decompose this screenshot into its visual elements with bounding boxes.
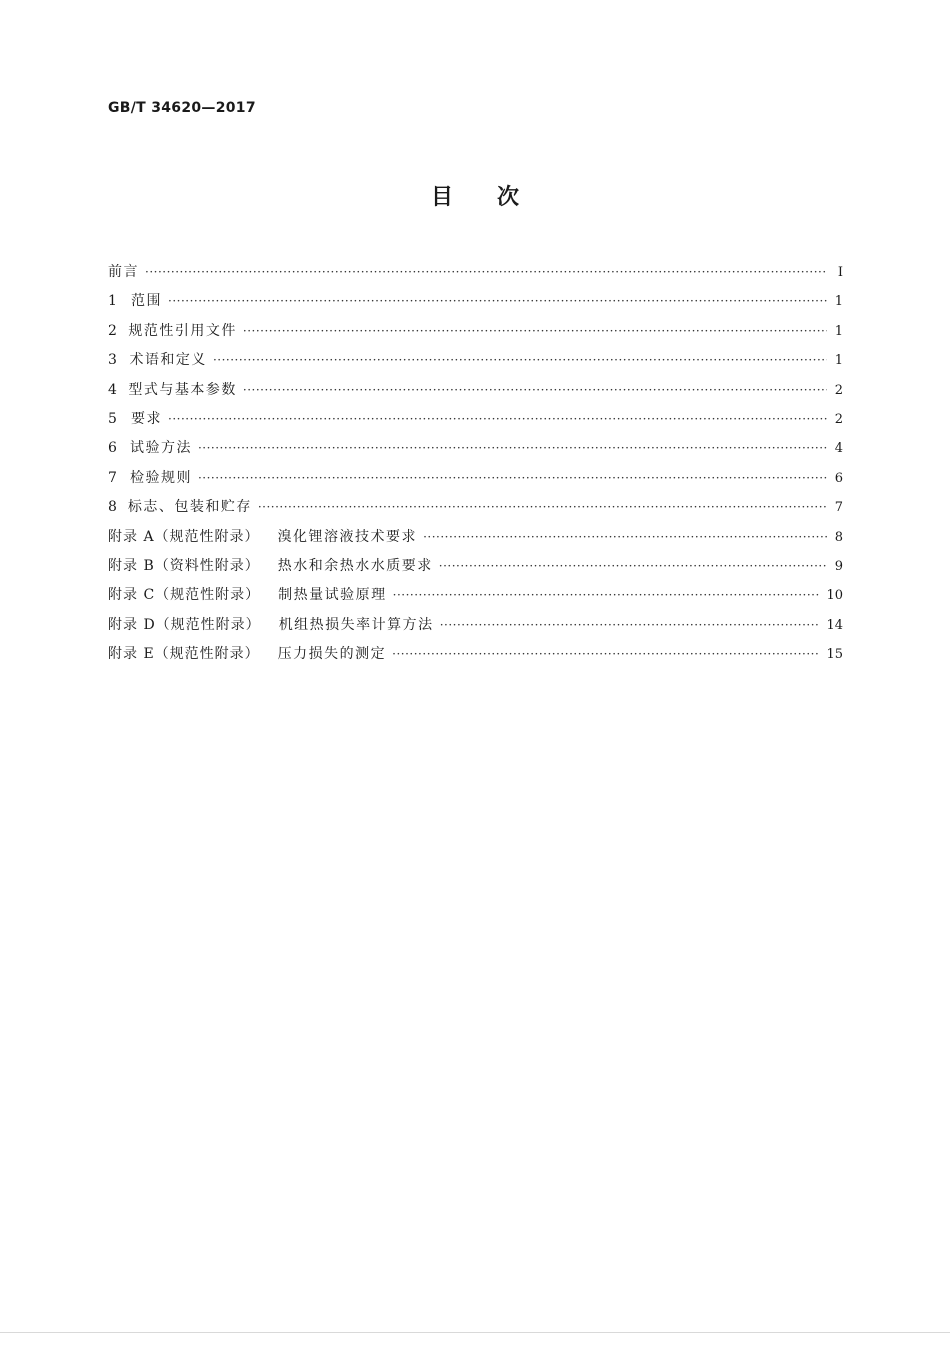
toc-entry-page: 1 [834, 294, 843, 310]
toc-entry-page: 2 [834, 382, 843, 398]
toc-entry-appendix-c[interactable] [108, 581, 843, 610]
dot-leader [145, 258, 827, 287]
toc-entry-appendix-e[interactable] [108, 640, 843, 669]
page-title: 目次 [430, 185, 563, 210]
toc-entry-5[interactable] [108, 405, 843, 434]
toc-entry-label: 标志、包装和贮存 [127, 499, 252, 516]
toc-entry-subtitle: 压力损失的测定 [277, 646, 387, 663]
toc-entry-8[interactable] [108, 493, 843, 522]
toc-entry-number: 8 [108, 499, 117, 516]
toc-entry-page: 6 [834, 470, 843, 486]
toc-entry-label: 附录 C（规范性附录） [108, 587, 261, 604]
toc-entry-page: 4 [834, 441, 843, 457]
dot-leader [198, 464, 827, 493]
dot-leader [423, 523, 827, 552]
toc-entry-page: 2 [834, 411, 843, 427]
table-of-contents [108, 258, 843, 669]
toc-entry-page: 1 [834, 323, 843, 339]
toc-entry-number: 2 [108, 322, 117, 339]
toc-entry-3[interactable] [108, 346, 843, 375]
dot-leader [168, 287, 827, 316]
dot-leader [243, 317, 827, 346]
toc-entry-6[interactable] [108, 434, 843, 463]
toc-entry-2[interactable] [108, 317, 843, 346]
dot-leader [168, 405, 827, 434]
toc-entry-page: Ⅰ [837, 265, 843, 280]
toc-entry-label: 术语和定义 [129, 352, 207, 369]
dot-leader [440, 611, 821, 640]
toc-entry-number: 4 [108, 381, 117, 398]
toc-entry-appendix-a[interactable] [108, 523, 843, 552]
toc-entry-label: 附录 A（规范性附录） [108, 528, 260, 545]
toc-entry-subtitle: 溴化锂溶液技术要求 [277, 528, 418, 545]
toc-entry-subtitle: 制热量试验原理 [278, 587, 387, 604]
toc-entry-number: 5 [108, 410, 117, 427]
toc-entry-number: 1 [108, 293, 117, 310]
toc-entry-7[interactable] [108, 464, 843, 493]
toc-entry-4[interactable] [108, 376, 843, 405]
dot-leader [243, 376, 827, 405]
dot-leader [439, 552, 827, 581]
toc-entry-label: 试验方法 [129, 440, 192, 457]
toc-entry-label: 附录 E（规范性附录） [108, 646, 260, 663]
toc-entry-number: 6 [108, 440, 117, 457]
toc-entry-label: 要求 [131, 410, 162, 427]
toc-entry-page: 1 [834, 353, 843, 369]
toc-entry-1[interactable] [108, 287, 843, 316]
toc-entry-number: 7 [108, 469, 117, 486]
toc-entry-subtitle: 机组热损失率计算方法 [278, 616, 434, 633]
toc-entry-page: 15 [826, 647, 843, 663]
toc-entry-appendix-d[interactable] [108, 611, 843, 640]
toc-entry-label: 检验规则 [129, 469, 192, 486]
toc-entry-label: 附录 D（规范性附录） [108, 616, 261, 633]
toc-entry-subtitle: 热水和余热水水质要求 [277, 557, 433, 574]
toc-entry-foreword[interactable] [108, 258, 843, 287]
page-bottom-divider [0, 1332, 950, 1333]
toc-entry-label: 范围 [131, 293, 162, 310]
dot-leader [258, 493, 827, 522]
dot-leader [392, 640, 820, 669]
toc-entry-label: 型式与基本参数 [128, 381, 237, 398]
toc-entry-label: 前言 [108, 264, 139, 280]
toc-entry-label: 规范性引用文件 [128, 322, 237, 339]
dot-leader [198, 434, 827, 463]
toc-entry-page: 9 [834, 558, 843, 574]
toc-entry-number: 3 [108, 352, 117, 369]
toc-entry-label: 附录 B（资料性附录） [108, 557, 260, 574]
toc-entry-appendix-b[interactable] [108, 552, 843, 581]
standard-code: GB/T 34620—2017 [108, 100, 256, 116]
toc-entry-page: 14 [826, 617, 843, 633]
dot-leader [213, 346, 827, 375]
toc-entry-page: 10 [826, 588, 843, 604]
dot-leader [393, 581, 821, 610]
toc-entry-page: 8 [834, 529, 843, 545]
toc-entry-page: 7 [834, 500, 843, 516]
